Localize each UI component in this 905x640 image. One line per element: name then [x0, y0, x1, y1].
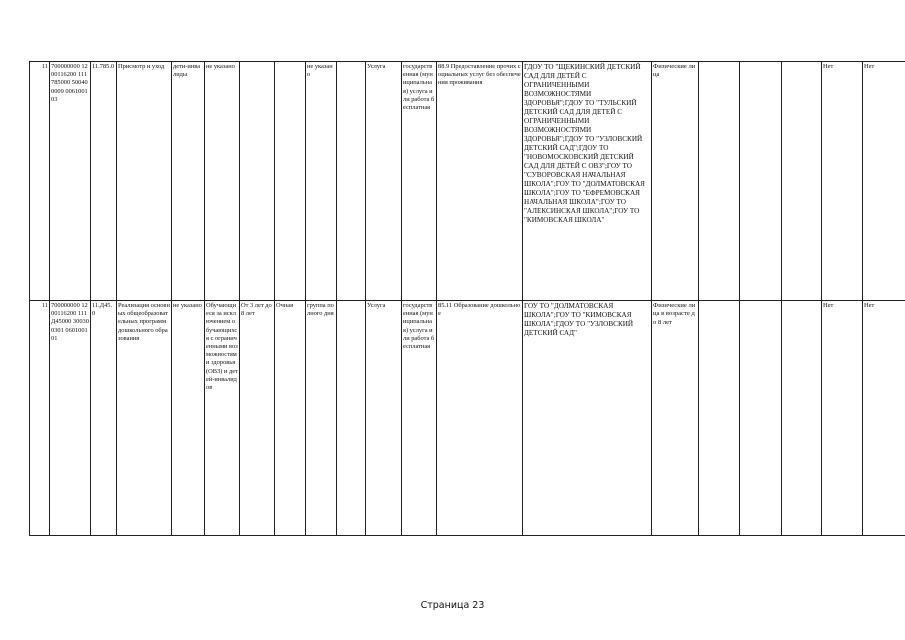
service-code: 11.Д45.0 — [91, 301, 117, 536]
row-number: 11 — [30, 62, 50, 301]
row-number: 11 — [30, 301, 50, 536]
content-indicator: не указано — [205, 62, 240, 301]
registry-code: 700000000 1200116200 111Д45000 300300301 060100101 — [50, 301, 91, 536]
consumer-category: не указано — [172, 301, 205, 536]
empty-cell — [740, 62, 782, 301]
okved-activity: 88.9 Предоставление прочих социальных услуг без обеспечения проживания — [437, 62, 523, 301]
empty-cell — [782, 62, 822, 301]
consumers: Физические лица в возрасте до 8 лет — [652, 301, 699, 536]
paid-flag: Нет — [822, 62, 863, 301]
table-row — [30, 62, 905, 301]
stay-mode: не указано — [306, 62, 337, 301]
table-row — [30, 301, 905, 536]
consumers: Физические лица — [652, 62, 699, 301]
service-code: 11.785.0 — [91, 62, 117, 301]
okved-activity: 85.11 Образование дошкольное — [437, 301, 523, 536]
age-range: От 3 лет до 8 лет — [240, 301, 275, 536]
empty-cell — [337, 301, 366, 536]
flag-cell: Нет — [863, 301, 905, 536]
empty-cell — [337, 62, 366, 301]
service-type: Услуга — [366, 301, 402, 536]
empty-cell — [699, 301, 740, 536]
content-indicator: Обучающиеся за исключением обучающихся с ограниченными возможностями здоровья (ОВЗ) и детей-инвалидов — [205, 301, 240, 536]
consumer-category: дети-инвалиды — [172, 62, 205, 301]
paid-flag: Нет — [822, 301, 863, 536]
service-name: Реализация основных общеобразовательных программ дошкольного образования — [117, 301, 172, 536]
service-kind: государственная (муниципальная) услуга или работа бесплатная — [402, 62, 437, 301]
empty-cell — [699, 62, 740, 301]
service-kind: государственная (муниципальная) услуга или работа бесплатная — [402, 301, 437, 536]
empty-cell — [782, 301, 822, 536]
empty-cell — [740, 301, 782, 536]
services-register-table — [29, 61, 905, 536]
page-number: Страница 23 — [420, 600, 485, 611]
institutions-list: ГОУ ТО "ДОЛМАТОВСКАЯ ШКОЛА";ГОУ ТО "КИМОВСКАЯ ШКОЛА";ГДОУ ТО "УЗЛОВСКИЙ ДЕТСКИЙ САД" — [523, 301, 652, 536]
registry-code: 700000000 1200116200 111785000 500400009 006100103 — [50, 62, 91, 301]
form-of-education: Очная — [275, 301, 306, 536]
flag-cell: Нет — [863, 62, 905, 301]
stay-mode: группа полного дня — [306, 301, 337, 536]
age-range — [240, 62, 275, 301]
service-type: Услуга — [366, 62, 402, 301]
form-of-education — [275, 62, 306, 301]
service-name: Присмотр и уход — [117, 62, 172, 301]
institutions-list: ГДОУ ТО "ЩЕКИНСКИЙ ДЕТСКИЙ САД ДЛЯ ДЕТЕЙ С ОГРАНИЧЕННЫМИ ВОЗМОЖНОСТЯМИ ЗДОРОВЬЯ";ГДОУ ТО "ТУЛЬСКИЙ ДЕТСКИЙ САД ДЛЯ ДЕТЕЙ С ОГРАНИЧЕННЫМИ ВОЗМОЖНОСТЯМИ ЗДОРОВЬЯ";ГДОУ ТО "УЗЛОВСКИЙ ДЕТСКИЙ САД";ГДОУ ТО "НОВОМОСКОВСКИЙ ДЕТСКИЙ САД ДЛЯ ДЕТЕЙ С ОВЗ";ГОУ ТО "СУВОРОВСКАЯ НАЧАЛЬНАЯ ШКОЛА";ГОУ ТО "ДОЛМАТОВСКАЯ ШКОЛА";ГОУ ТО "ЕФРЕМОВСКАЯ НАЧАЛЬНАЯ ШКОЛА";ГОУ ТО "АЛЕКСИНСКАЯ ШКОЛА";ГОУ ТО "КИМОВСКАЯ ШКОЛА" — [523, 62, 652, 301]
